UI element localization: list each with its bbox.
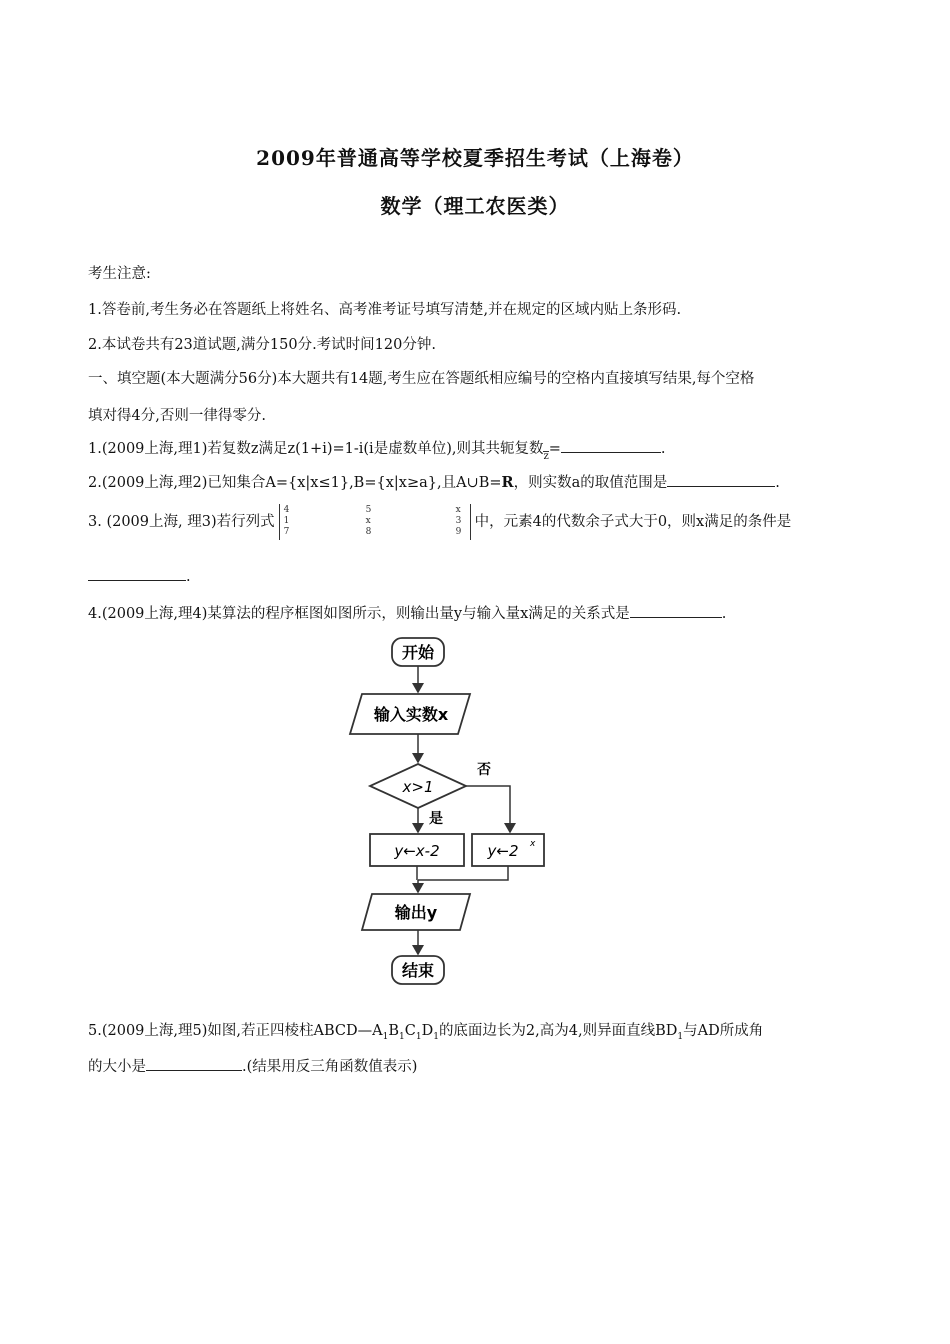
matrix-cell: x [455,505,461,515]
subscript: 1 [398,1031,405,1042]
flow-start-label: 开始 [401,643,435,662]
matrix-cell: 7 [283,527,290,537]
subscript: 1 [433,1031,439,1042]
matrix-cell: 5 [365,505,372,515]
question-1-text: 1.(2009上海,理1)若复数z满足z(1+i)=1-i(i是虚数单位),则其共轭复数 [88,441,544,457]
page-subtitle: 数学（理工农医类） [380,194,570,218]
question-5-line-2 [88,1055,417,1076]
flow-no-branch-exponent: x [530,839,536,849]
notice-heading: 考生注意: [88,266,151,282]
notice-item-1: 1.答卷前,考生务必在答题纸上将姓名、高考准考证号填写清楚,并在规定的区域内贴上条形码. [88,302,682,318]
question-3-prefix: 3. (2009上海, 理3)若行列式 [88,514,275,530]
matrix-cell: x [365,516,371,526]
flow-end-label: 结束 [401,961,435,980]
question-2-text: 2.(2009上海,理2)已知集合A={x|x≤1},B={x|x≥a},且A∪B= [88,475,502,491]
notice-item-2: 2.本试卷共有23道试题,满分150分.考试时间120分钟. [88,337,436,353]
question-5-line-1 [88,1019,763,1042]
question-2-tail: ，则实数a的取值范围是 [513,475,668,491]
flow-arrow-no [466,786,510,832]
question-2-end: . [775,475,780,491]
matrix-cell: 9 [455,527,462,537]
flow-no-branch-label: y←2 [487,842,519,860]
question-1-eq: = [548,441,561,457]
matrix-cell: 4 [283,505,290,515]
question-1-end: . [660,441,666,457]
subscript: 1 [415,1031,422,1042]
flow-yes-branch-label: y←x-2 [394,842,440,860]
matrix-cell: 8 [365,527,372,537]
question-5-text-f: 与AD所成角 [683,1023,764,1039]
question-3-suffix: 中，元素4的代数余子式大于0，则x满足的条件是 [474,514,792,530]
flow-input-label: 输入实数x [373,705,449,724]
conjugate-z: z [543,451,549,462]
question-5-text-a: 5.(2009上海,理5)如图,若正四棱柱ABCD—A [88,1023,383,1039]
matrix-cell: 3 [455,516,462,526]
matrix-cell: 1 [283,516,290,526]
flow-merge-line [418,866,508,880]
question-5-text-e: 的底面边长为2,高为4,则异面直线BD [438,1023,678,1039]
page-title: 2009年普通高等学校夏季招生考试（上海卷） [256,146,694,170]
flow-output-label: 输出y [394,903,438,922]
question-5-text-g: 的大小是 [88,1059,146,1075]
flow-yes-label: 是 [429,811,443,827]
section-instructions-2: 填对得4分,否则一律得零分. [88,408,266,424]
question-5-text-c: C [404,1023,416,1039]
question-5-text-d: D [421,1023,434,1039]
set-r: R [501,474,514,491]
flow-decision-label: x>1 [402,778,434,796]
question-5-text-h: .(结果用反三角函数值表示) [242,1059,418,1075]
flow-no-label: 否 [477,762,491,778]
subscript: 1 [382,1031,389,1042]
question-3-end: . [186,569,191,585]
answer-blank-5[interactable] [146,1056,242,1071]
question-5-text-b: B [388,1023,399,1039]
section-instructions-1: 一、填空题(本大题满分56分)本大题共有14题,考生应在答题纸相应编号的空格内直接填写结果,每个空格 [88,371,755,387]
question-4-end: . [721,606,727,622]
subscript: 1 [677,1031,684,1042]
question-4-text: 4.(2009上海,理4)某算法的程序框图如图所示，则输出量y与输入量x满足的关系式是 [88,606,630,622]
